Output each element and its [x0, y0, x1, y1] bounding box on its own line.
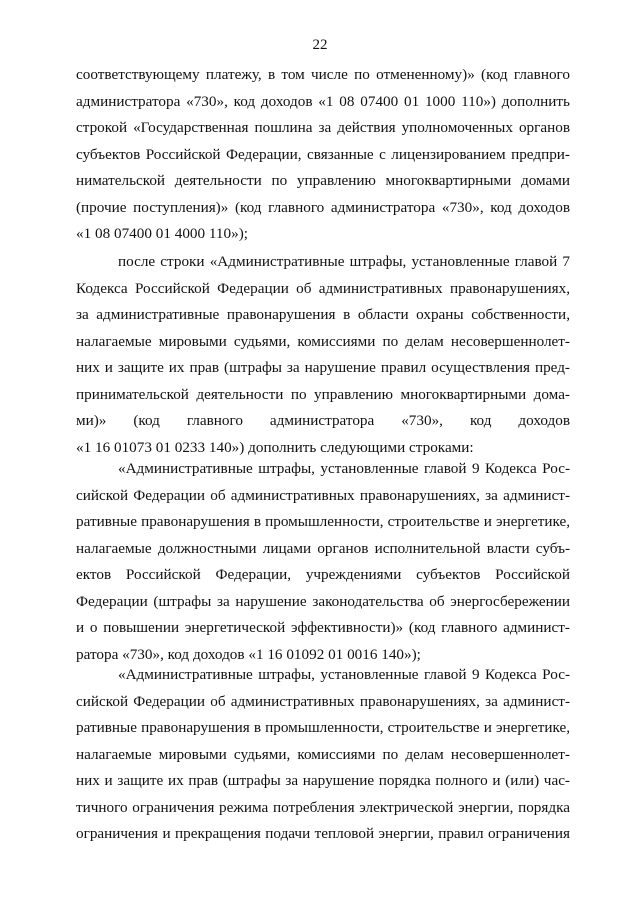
- text-line: ративные правонарушения в промышленности, строительстве и энергетике,: [76, 719, 570, 736]
- paragraph-3: [76, 456, 570, 668]
- text-line: «Административные штрафы, установленные главой 9 Кодекса Рос-: [118, 666, 570, 683]
- text-line: сийской Федерации об административных правонарушениях, за админист-: [76, 486, 570, 504]
- text-line: Федерации (штрафы за нарушение законодательства об энергосбережении: [76, 592, 570, 610]
- text-line: налагаемые мировыми судьями, комиссиями по делам несовершеннолет-: [76, 332, 570, 350]
- text-line: них и защите их прав (штрафы за нарушение правил осуществления пред-: [76, 359, 570, 376]
- text-line: и о повышении энергетической эффективности)» (код главного админист-: [76, 619, 570, 636]
- text-line: администратора «730», код доходов «1 08 07400 01 1000 110») дополнить: [76, 92, 570, 110]
- text-line: них и защите их прав (штрафы за нарушение порядка полного и (или) час-: [76, 772, 570, 789]
- paragraph-2: [76, 249, 570, 461]
- page-number: 22: [312, 37, 328, 53]
- text-line: (прочие поступления)» (код главного администратора «730», код доходов: [76, 198, 570, 216]
- text-line: налагаемые мировыми судьями, комиссиями по делам несовершеннолет-: [76, 745, 570, 763]
- text-line: за административные правонарушения в области охраны собственности,: [76, 306, 570, 323]
- paragraph-4: [76, 662, 570, 848]
- text-line: после строки «Административные штрафы, установленные главой 7: [118, 253, 570, 270]
- paragraph-1: [76, 62, 570, 248]
- text-line: субъектов Российской Федерации, связанные с лицензированием предпри-: [76, 145, 570, 163]
- text-line: принимательской деятельности по управлению многоквартирными дома-: [76, 385, 570, 403]
- text-line: нимательской деятельности по управлению многоквартирными домами: [76, 172, 570, 189]
- text-line: «1 08 07400 01 4000 110»);: [76, 225, 248, 242]
- text-line: ектов Российской Федерации, учреждениями субъектов Российской: [76, 566, 570, 583]
- text-line: сийской Федерации об административных правонарушениях, за админист-: [76, 692, 570, 710]
- text-line: «1 16 01073 01 0233 140») дополнить следующими строками:: [76, 438, 474, 456]
- text-line: соответствующему платежу, в том числе по отмененному)» (код главного: [76, 66, 570, 83]
- text-line: Кодекса Российской Федерации об административных правонарушениях,: [76, 279, 570, 297]
- text-line: ограничения и прекращения подачи тепловой энергии, правил ограничения: [76, 825, 570, 842]
- text-line: ративные правонарушения в промышленности, строительстве и энергетике,: [76, 513, 570, 530]
- text-line: ратора «730», код доходов «1 16 01092 01 0016 140»);: [76, 645, 421, 663]
- text-line: тичного ограничения режима потребления электрической энергии, порядка: [76, 798, 570, 816]
- text-line: ми)» (код главного администратора «730», код доходов: [76, 412, 570, 429]
- text-line: строкой «Государственная пошлина за действия уполномоченных органов: [76, 119, 570, 136]
- text-line: налагаемые должностными лицами органов исполнительной власти субъ-: [76, 539, 570, 557]
- text-line: «Административные штрафы, установленные главой 9 Кодекса Рос-: [118, 460, 570, 477]
